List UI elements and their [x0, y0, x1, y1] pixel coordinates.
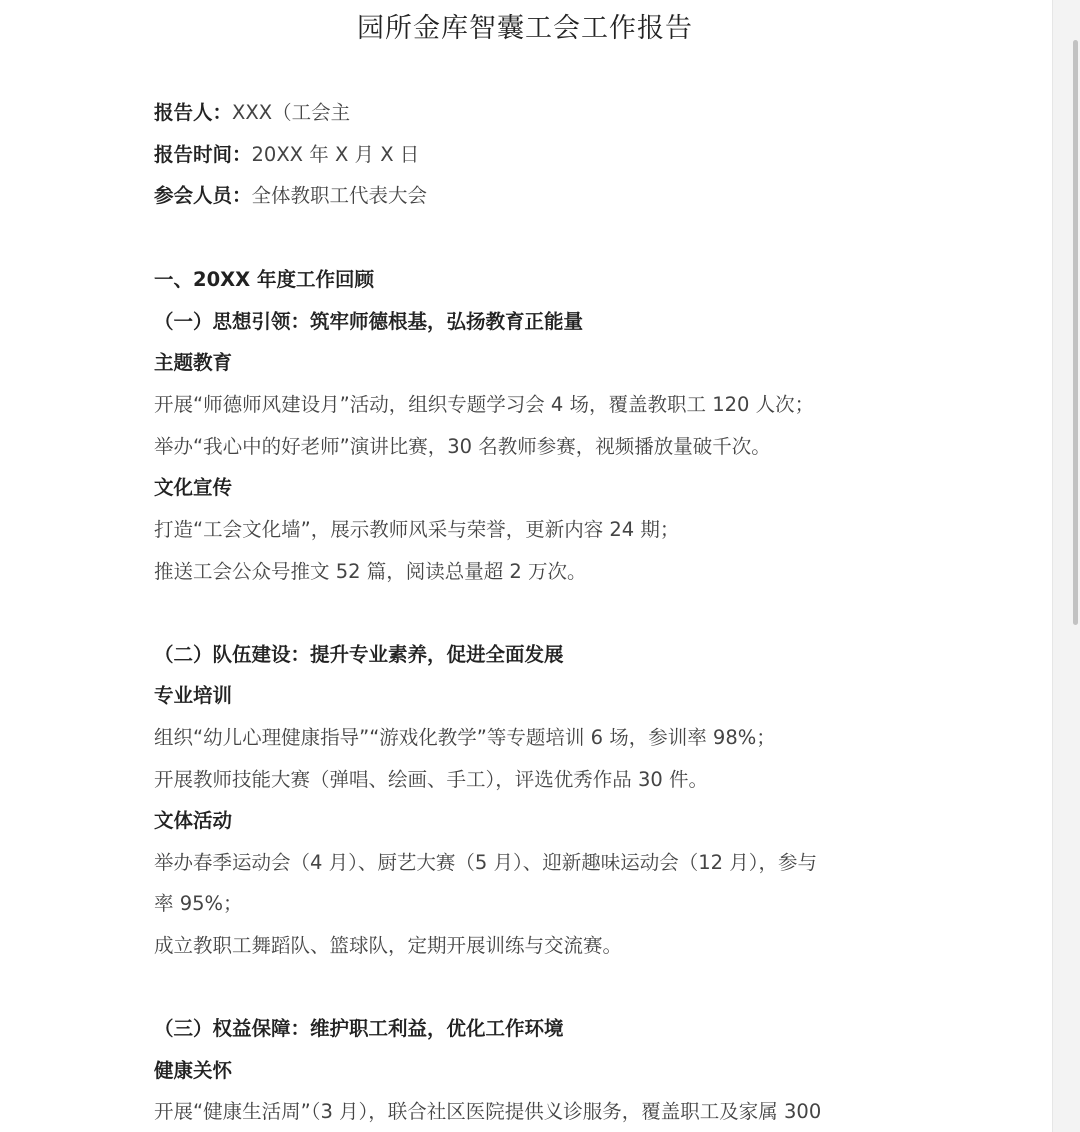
scrollbar-thumb[interactable] [1073, 40, 1078, 625]
part3-heading: （三）权益保障：维护职工利益，优化工作环境 [154, 1017, 564, 1040]
attendees-value: 全体教职工代表大会 [251, 184, 428, 207]
part1-sub1-line2: 举办“我心中的好老师”演讲比赛，30 名教师参赛，视频播放量破千次。 [154, 435, 771, 458]
part2-sub1-line2: 开展教师技能大赛（弹唱、绘画、手工），评选优秀作品 30 件。 [154, 768, 708, 791]
part1-sub2-line1: 打造“工会文化墙”，展示教师风采与荣誉，更新内容 24 期； [154, 518, 680, 541]
part2-sub2-line1: 举办春季运动会（4 月）、厨艺大赛（5 月）、迎新趣味运动会（12 月），参与 [154, 851, 817, 874]
part2-sub2-line3: 成立教职工舞蹈队、篮球队，定期开展训练与交流赛。 [154, 934, 623, 957]
part2-sub2-line2: 率 95%； [154, 892, 243, 915]
part2-sub1-line1: 组织“幼儿心理健康指导”“游戏化教学”等专题培训 6 场，参训率 98%； [154, 726, 776, 749]
part1-sub2-line2: 推送工会公众号推文 52 篇，阅读总量超 2 万次。 [154, 560, 587, 583]
part3-sub1-title: 健康关怀 [154, 1059, 233, 1082]
part2-sub1-title: 专业培训 [154, 684, 233, 707]
part2-sub2-title: 文体活动 [154, 809, 233, 832]
document-title: 园所金库智囊工会工作报告 [357, 13, 693, 44]
reporter-line [154, 99, 350, 127]
report-time-line [154, 141, 419, 169]
part3-sub1-line1: 开展“健康生活周”（3 月），联合社区医院提供义诊服务，覆盖职工及家属 300 [154, 1100, 822, 1123]
part1-sub1-title: 主题教育 [154, 351, 233, 374]
report-time-label: 报告时间： [154, 143, 252, 166]
attendees-label: 参会人员： [154, 184, 252, 207]
part1-sub1-line1: 开展“师德师风建设月”活动，组织专题学习会 4 场，覆盖教职工 120 人次； [154, 393, 815, 416]
report-time-value: 20XX 年 X 月 X 日 [251, 143, 420, 166]
section-heading: 一、20XX 年度工作回顾 [154, 268, 374, 291]
part1-sub2-title: 文化宣传 [154, 476, 233, 499]
part1-heading: （一）思想引领：筑牢师德根基，弘扬教育正能量 [154, 310, 584, 333]
reporter-label: 报告人： [154, 101, 233, 124]
attendees-line [154, 182, 427, 210]
part2-heading: （二）队伍建设：提升专业素养，促进全面发展 [154, 643, 564, 666]
reporter-value: XXX（工会主 [232, 101, 351, 124]
